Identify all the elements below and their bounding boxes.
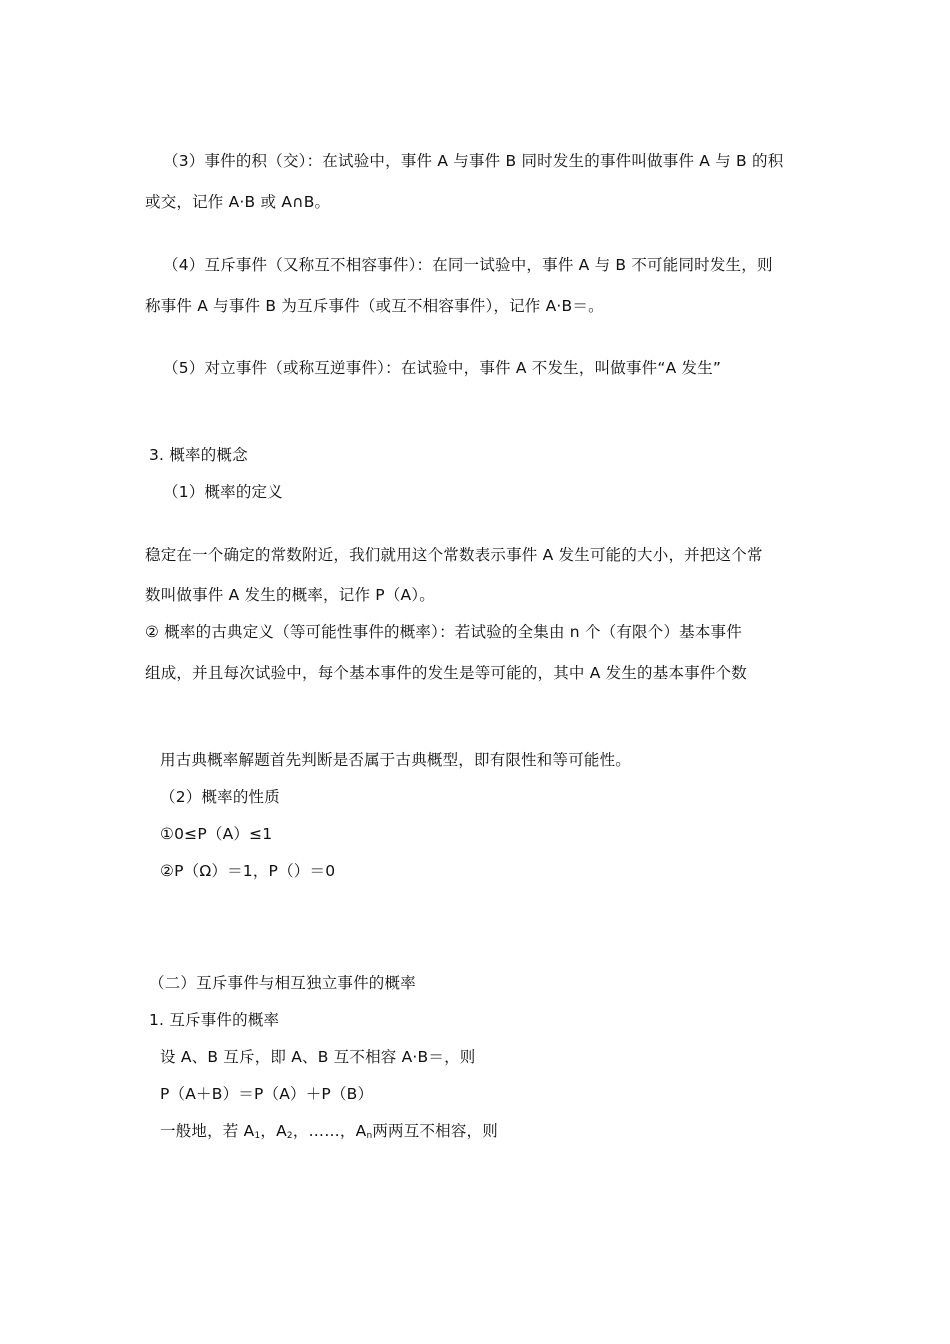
classical-definition-line-1: ② 概率的古典定义（等可能性事件的概率）：若试验的全集由 n 个（有限个）基本事件: [145, 623, 742, 641]
definition-line-1: 稳定在一个确定的常数附近，我们就用这个常数表示事件 A 发生可能的大小，并把这个常: [145, 546, 763, 564]
property-1: ①0≤P（A）≤1: [160, 825, 273, 843]
general-statement: [160, 1121, 498, 1141]
general-statement-suffix: 两两互不相容，则: [372, 1122, 498, 1140]
event-product-line-2: 或交，记作 A·B 或 A∩B。: [145, 193, 331, 211]
property-2: ②P（Ω）＝1，P（）＝0: [160, 862, 336, 880]
subscript-2: 2: [286, 1131, 293, 1141]
section-heading-probability-concept: 3. 概率的概念: [149, 446, 248, 464]
subheading-probability-definition: （1）概率的定义: [163, 483, 283, 501]
general-statement-mid-2: ，……，A: [292, 1122, 367, 1140]
mutually-exclusive-line-1: （4）互斥事件（又称互不相容事件）：在同一试验中，事件 A 与 B 不可能同时发生，则: [163, 256, 773, 274]
mutually-exclusive-assumption: 设 A、B 互斥，即 A、B 互不相容 A·B＝，则: [160, 1048, 476, 1066]
definition-line-2: 数叫做事件 A 发生的概率，记作 P（A）。: [145, 586, 435, 604]
subheading-probability-properties: （2）概率的性质: [160, 788, 280, 806]
classical-definition-line-2: 组成，并且每次试验中，每个基本事件的发生是等可能的，其中 A 发生的基本事件个数: [145, 664, 747, 682]
general-statement-prefix: 一般地，若 A: [160, 1122, 255, 1140]
mutually-exclusive-line-2: 称事件 A 与事件 B 为互斥事件（或互不相容事件），记作 A·B＝。: [145, 297, 604, 315]
addition-formula: P（A＋B）＝P（A）＋P（B）: [160, 1085, 374, 1103]
general-statement-mid-1: ，A: [260, 1122, 287, 1140]
subheading-mutually-exclusive-probability: 1. 互斥事件的概率: [149, 1011, 280, 1029]
subscript-1: 1: [254, 1131, 261, 1141]
section-heading-mutually-exclusive-independent: （二）互斥事件与相互独立事件的概率: [149, 974, 416, 992]
classical-note-line: 用古典概率解题首先判断是否属于古典概型，即有限性和等可能性。: [160, 751, 632, 769]
complementary-event-line: （5）对立事件（或称互逆事件）：在试验中，事件 A 不发生，叫做事件“A 发生”: [163, 359, 722, 377]
event-product-line-1: （3）事件的积（交）：在试验中，事件 A 与事件 B 同时发生的事件叫做事件 A 与 B 的积: [163, 152, 784, 170]
subscript-n: n: [366, 1131, 373, 1141]
